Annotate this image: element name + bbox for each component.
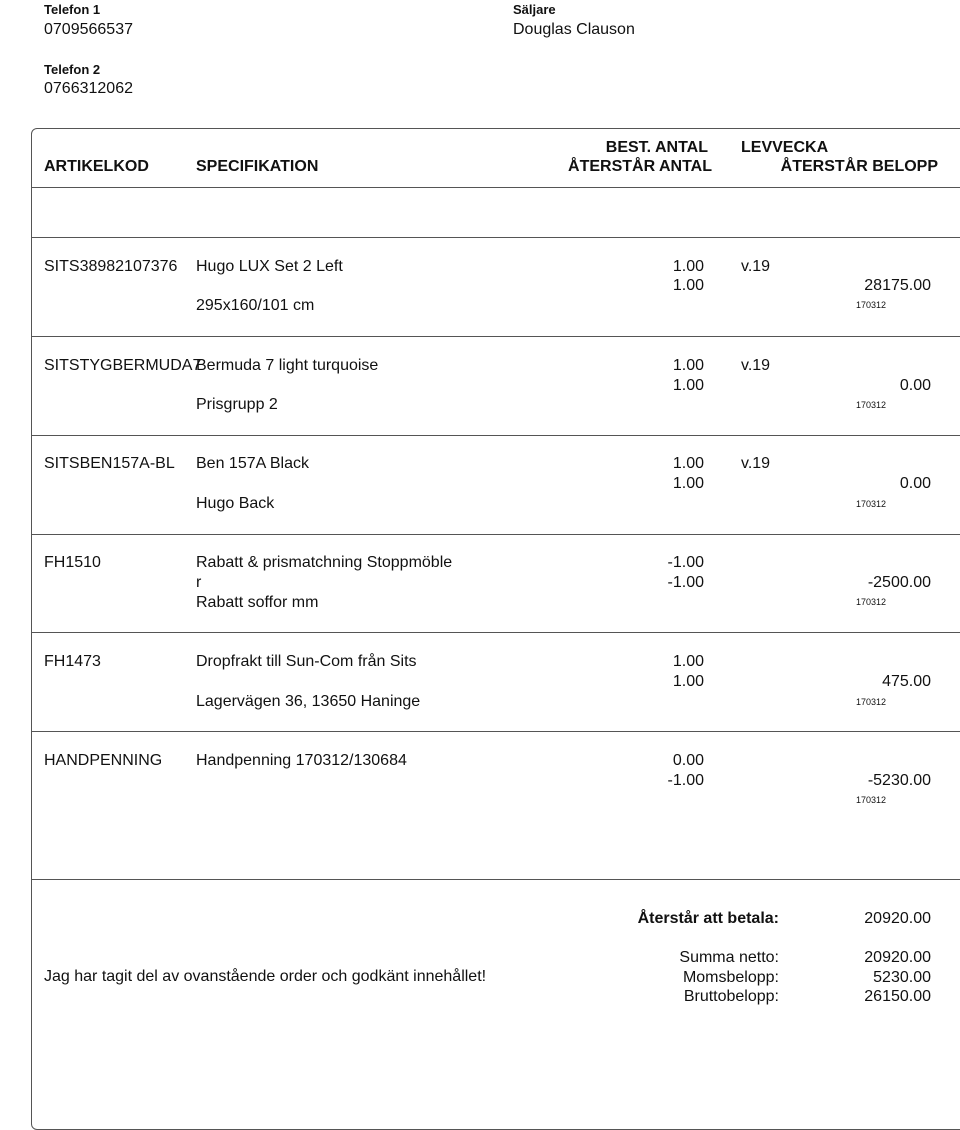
header-aterstar-belopp: ÅTERSTÅR BELOPP xyxy=(780,158,938,175)
seller-value: Douglas Clauson xyxy=(513,21,635,38)
remaining-to-pay-value: 20920.00 xyxy=(864,910,931,927)
remaining-amount: 0.00 xyxy=(899,377,931,394)
reference-number: 170312 xyxy=(856,400,887,410)
phone1-value: 0709566537 xyxy=(44,21,133,38)
row-divider xyxy=(31,731,960,732)
header-specifikation: SPECIFIKATION xyxy=(196,158,319,175)
spec-line-2: Hugo Back xyxy=(196,495,275,512)
seller-label: Säljare xyxy=(513,2,556,17)
gross-amount-label: Bruttobelopp: xyxy=(683,988,779,1005)
remaining-qty: 1.00 xyxy=(672,475,704,492)
net-sum-value: 20920.00 xyxy=(864,949,931,966)
gross-amount-value: 26150.00 xyxy=(864,988,931,1005)
ordered-qty: 1.00 xyxy=(672,357,704,374)
remaining-qty: -1.00 xyxy=(667,772,704,789)
ordered-qty: 0.00 xyxy=(672,752,704,769)
spec-line-2: Lagervägen 36, 13650 Haninge xyxy=(196,693,421,710)
spec-line-1: Bermuda 7 light turquoise xyxy=(196,357,379,374)
article-code: SITS38982107376 xyxy=(44,258,178,275)
net-sum-label: Summa netto: xyxy=(679,949,779,966)
reference-number: 170312 xyxy=(856,300,887,310)
remaining-amount: 0.00 xyxy=(899,475,931,492)
header-aterstar-antal: ÅTERSTÅR ANTAL xyxy=(568,158,712,175)
remaining-amount: 475.00 xyxy=(882,673,931,690)
article-code: FH1473 xyxy=(44,653,101,670)
row-divider xyxy=(31,534,960,535)
header-best-antal: BEST. ANTAL xyxy=(605,139,708,156)
spec-line-2: Prisgrupp 2 xyxy=(196,396,278,413)
ordered-qty: 1.00 xyxy=(672,653,704,670)
spec-line-1: Ben 157A Black xyxy=(196,455,309,472)
row-divider xyxy=(31,237,960,238)
remaining-amount: -5230.00 xyxy=(867,772,931,789)
remaining-amount: -2500.00 xyxy=(867,574,931,591)
spec-line-2: Rabatt soffor mm xyxy=(196,594,319,611)
row-divider xyxy=(31,435,960,436)
header-divider xyxy=(31,187,960,188)
delivery-week: v.19 xyxy=(741,357,771,374)
spec-line-2: 295x160/101 cm xyxy=(196,297,315,314)
header-levvecka: LEVVECKA xyxy=(741,139,829,156)
totals-divider xyxy=(31,879,960,880)
vat-amount-label: Momsbelopp: xyxy=(682,969,779,986)
spec-line-1: Hugo LUX Set 2 Left xyxy=(196,258,343,275)
remaining-qty: 1.00 xyxy=(672,277,704,294)
reference-number: 170312 xyxy=(856,697,887,707)
phone2-value: 0766312062 xyxy=(44,80,133,97)
reference-number: 170312 xyxy=(856,499,887,509)
remaining-qty: 1.00 xyxy=(672,377,704,394)
remaining-to-pay-label: Återstår att betala: xyxy=(637,910,779,927)
row-divider xyxy=(31,336,960,337)
ordered-qty: -1.00 xyxy=(667,554,704,571)
article-code: FH1510 xyxy=(44,554,101,571)
approval-statement: Jag har tagit del av ovanstående order och godkänt innehållet! xyxy=(44,968,487,985)
row-divider xyxy=(31,632,960,633)
remaining-qty: 1.00 xyxy=(672,673,704,690)
article-code: SITSBEN157A-BL xyxy=(44,455,175,472)
ordered-qty: 1.00 xyxy=(672,455,704,472)
vat-amount-value: 5230.00 xyxy=(873,969,931,986)
delivery-week: v.19 xyxy=(741,258,771,275)
phone2-label: Telefon 2 xyxy=(44,62,101,77)
ordered-qty: 1.00 xyxy=(672,258,704,275)
phone1-label: Telefon 1 xyxy=(44,2,101,17)
spec-line-1: Rabatt & prismatchning Stoppmöble xyxy=(196,554,453,571)
delivery-week: v.19 xyxy=(741,455,771,472)
remaining-qty: -1.00 xyxy=(667,574,704,591)
reference-number: 170312 xyxy=(856,597,887,607)
article-code: SITSTYGBERMUDA7 xyxy=(44,357,202,374)
remaining-amount: 28175.00 xyxy=(864,277,931,294)
spec-line-1: Handpenning 170312/130684 xyxy=(196,752,407,769)
spec-line-1: Dropfrakt till Sun-Com från Sits xyxy=(196,653,417,670)
spec-line-1-wrap: r xyxy=(196,574,202,591)
reference-number: 170312 xyxy=(856,795,887,805)
article-code: HANDPENNING xyxy=(44,752,163,769)
header-artikelkod: ARTIKELKOD xyxy=(44,158,149,175)
